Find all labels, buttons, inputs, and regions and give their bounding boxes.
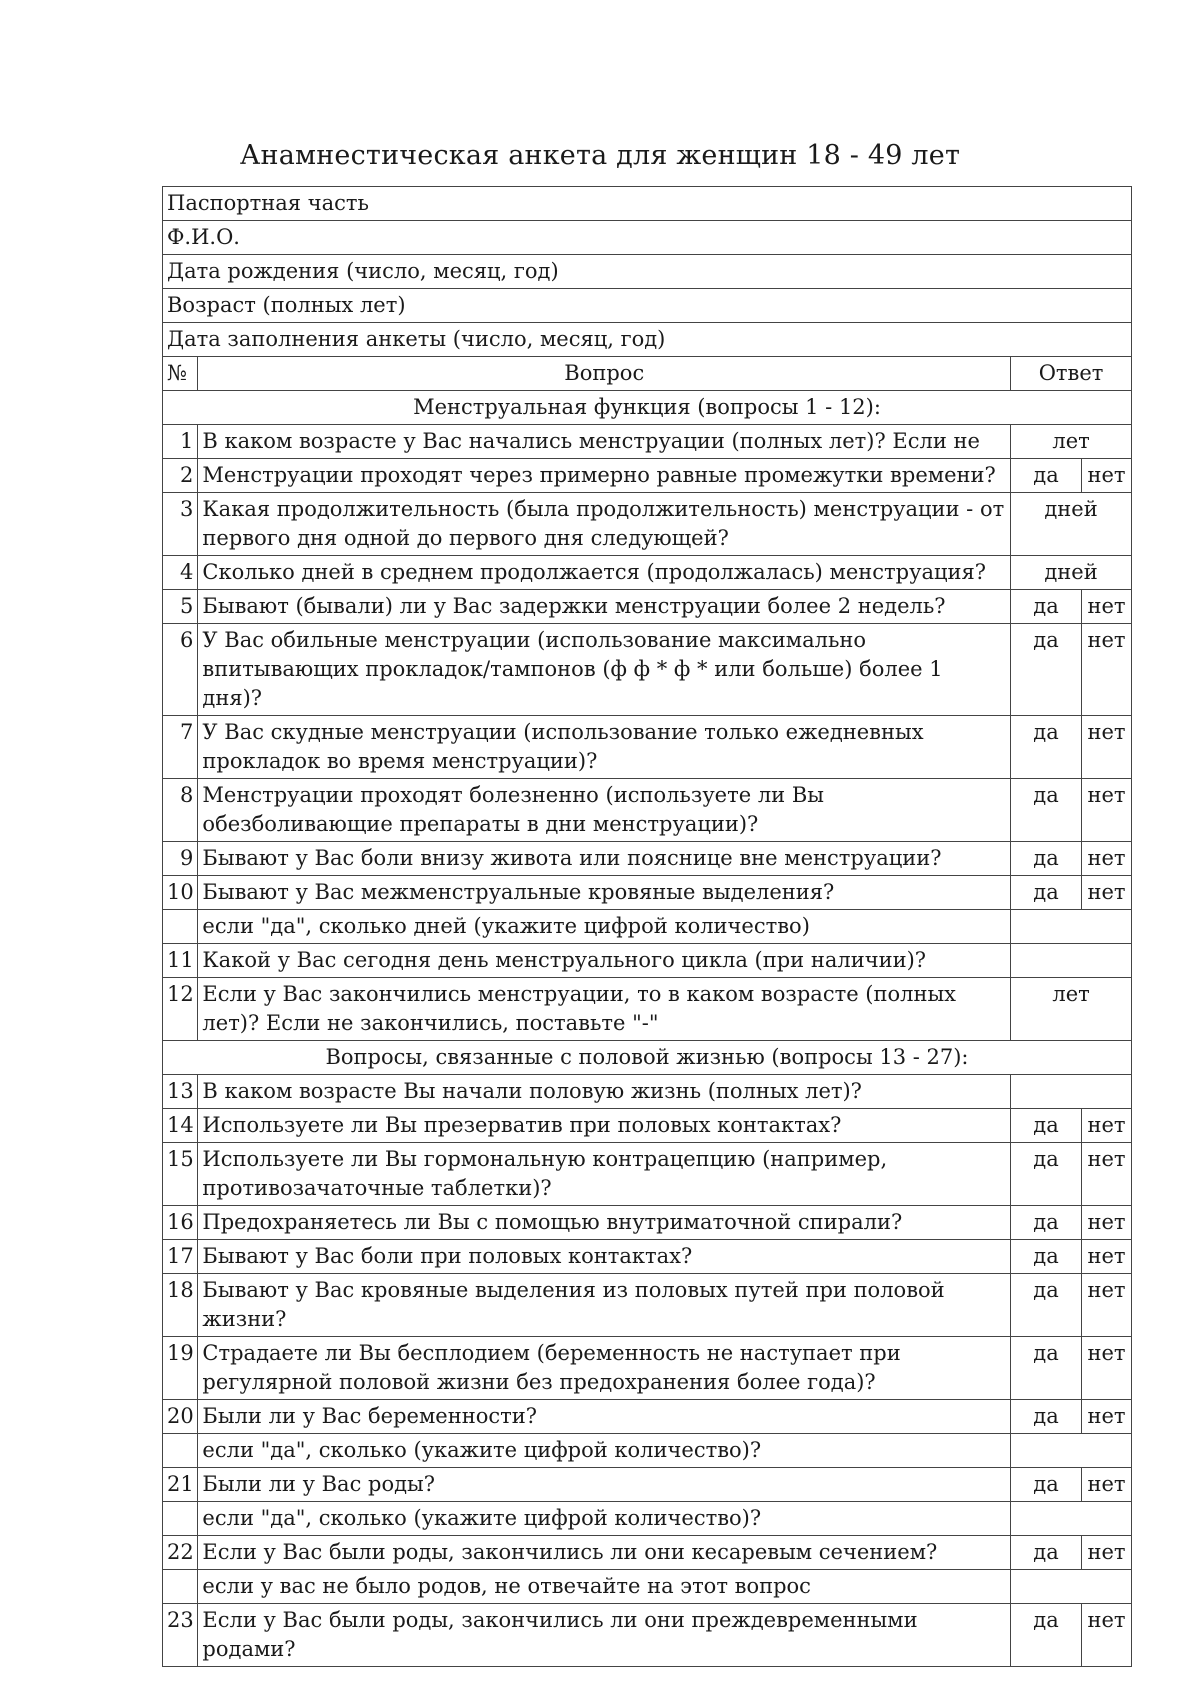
question-number: 13: [163, 1075, 198, 1109]
passport-row[interactable]: [163, 323, 1132, 357]
table-row: [163, 876, 1132, 910]
question-number-empty: [163, 1502, 198, 1536]
answer-yes[interactable]: да: [1011, 1109, 1082, 1143]
question-number: 22: [163, 1536, 198, 1570]
table-row: [163, 1570, 1132, 1604]
question-subtext: если "да", сколько дней (укажите цифрой количество): [198, 910, 1011, 944]
section-row: [163, 391, 1132, 425]
question-text: Если у Вас были роды, закончились ли они преждевременными родами?: [198, 1604, 1011, 1667]
answer-years-field[interactable]: лет: [1011, 978, 1132, 1041]
question-subtext: если "да", сколько (укажите цифрой количество)?: [198, 1434, 1011, 1468]
question-number: 5: [163, 590, 198, 624]
answer-no[interactable]: нет: [1081, 1604, 1131, 1667]
answer-no[interactable]: нет: [1081, 1274, 1131, 1337]
table-row: [163, 493, 1132, 556]
question-number: 10: [163, 876, 198, 910]
table-row: [163, 716, 1132, 779]
table-row: [163, 459, 1132, 493]
passport-row[interactable]: [163, 289, 1132, 323]
answer-yes[interactable]: да: [1011, 1400, 1082, 1434]
answer-yes[interactable]: да: [1011, 1240, 1082, 1274]
question-number: 3: [163, 493, 198, 556]
answer-yes[interactable]: да: [1011, 716, 1082, 779]
age-field[interactable]: Возраст (полных лет): [163, 289, 1132, 323]
table-row: [163, 910, 1132, 944]
answer-input[interactable]: [1011, 1570, 1132, 1604]
answer-no[interactable]: нет: [1081, 716, 1131, 779]
question-text: Если у Вас были роды, закончились ли они кесаревым сечением?: [198, 1536, 1011, 1570]
question-text: Используете ли Вы презерватив при половых контактах?: [198, 1109, 1011, 1143]
header-answer: Ответ: [1011, 357, 1132, 391]
question-text: Используете ли Вы гормональную контрацепцию (например, противозачаточные таблетки)?: [198, 1143, 1011, 1206]
answer-yes[interactable]: да: [1011, 876, 1082, 910]
answer-no[interactable]: нет: [1081, 779, 1131, 842]
question-number: 14: [163, 1109, 198, 1143]
answer-no[interactable]: нет: [1081, 1468, 1131, 1502]
table-row: [163, 1400, 1132, 1434]
table-row: [163, 1109, 1132, 1143]
question-number: 8: [163, 779, 198, 842]
question-text: Какая продолжительность (была продолжительность) менструации - от первого дня одной до первого дня следующей?: [198, 493, 1011, 556]
question-text: У Вас обильные менструации (использование максимально впитывающих прокладок/тампонов (ф ф * ф * или больше) более 1 дня)?: [198, 624, 1011, 716]
question-text: В каком возрасте Вы начали половую жизнь (полных лет)?: [198, 1075, 1011, 1109]
answer-no[interactable]: нет: [1081, 1109, 1131, 1143]
section-menstrual: Менструальная функция (вопросы 1 - 12):: [163, 391, 1132, 425]
question-number: 15: [163, 1143, 198, 1206]
question-number: 16: [163, 1206, 198, 1240]
question-number: 7: [163, 716, 198, 779]
table-row: [163, 590, 1132, 624]
question-number: 17: [163, 1240, 198, 1274]
answer-no[interactable]: нет: [1081, 624, 1131, 716]
table-row: [163, 1434, 1132, 1468]
answer-yes[interactable]: да: [1011, 624, 1082, 716]
answer-yes[interactable]: да: [1011, 1536, 1082, 1570]
answer-input[interactable]: [1011, 944, 1132, 978]
passport-label: Паспортная часть: [163, 187, 1132, 221]
question-number: 9: [163, 842, 198, 876]
answer-days-field[interactable]: дней: [1011, 493, 1132, 556]
table-row: [163, 1604, 1132, 1667]
answer-no[interactable]: нет: [1081, 842, 1131, 876]
question-text: Менструации проходят через примерно равные промежутки времени?: [198, 459, 1011, 493]
answer-input[interactable]: [1011, 1075, 1132, 1109]
table-row: [163, 1143, 1132, 1206]
answer-yes[interactable]: да: [1011, 1604, 1082, 1667]
question-number: 19: [163, 1337, 198, 1400]
answer-no[interactable]: нет: [1081, 1206, 1131, 1240]
question-text: Если у Вас закончились менструации, то в каком возрасте (полных лет)? Если не закончились, поставьте "-": [198, 978, 1011, 1041]
answer-no[interactable]: нет: [1081, 876, 1131, 910]
question-text: Сколько дней в среднем продолжается (продолжалась) менструация?: [198, 556, 1011, 590]
table-row: [163, 1502, 1132, 1536]
answer-yes[interactable]: да: [1011, 1337, 1082, 1400]
question-text: Бывают у Вас межменструальные кровяные выделения?: [198, 876, 1011, 910]
table-row: [163, 556, 1132, 590]
question-text: Страдаете ли Вы бесплодием (беременность не наступает при регулярной половой жизни без предохранения более года)?: [198, 1337, 1011, 1400]
question-number-empty: [163, 1434, 198, 1468]
question-number: 21: [163, 1468, 198, 1502]
table-row: [163, 944, 1132, 978]
table-row: [163, 779, 1132, 842]
answer-yes[interactable]: да: [1011, 779, 1082, 842]
question-text: Предохраняетесь ли Вы с помощью внутриматочной спирали?: [198, 1206, 1011, 1240]
table-row: [163, 1274, 1132, 1337]
answer-yes[interactable]: да: [1011, 1468, 1082, 1502]
answer-input[interactable]: [1011, 1434, 1132, 1468]
answer-yes[interactable]: да: [1011, 590, 1082, 624]
fio-field[interactable]: Ф.И.О.: [163, 221, 1132, 255]
passport-row[interactable]: [163, 255, 1132, 289]
question-text: Менструации проходят болезненно (используете ли Вы обезболивающие препараты в дни менструации)?: [198, 779, 1011, 842]
answer-input[interactable]: [1011, 910, 1132, 944]
passport-row[interactable]: [163, 221, 1132, 255]
question-number-empty: [163, 910, 198, 944]
table-row: [163, 1337, 1132, 1400]
section-row: [163, 1041, 1132, 1075]
question-number: 1: [163, 425, 198, 459]
question-number: 6: [163, 624, 198, 716]
question-text: В каком возрасте у Вас начались менструации (полных лет)? Если не: [198, 425, 1011, 459]
answer-yes[interactable]: да: [1011, 459, 1082, 493]
question-subtext: если "да", сколько (укажите цифрой количество)?: [198, 1502, 1011, 1536]
question-number: 18: [163, 1274, 198, 1337]
table-row: [163, 1468, 1132, 1502]
question-number: 23: [163, 1604, 198, 1667]
question-text: Какой у Вас сегодня день менструального цикла (при наличии)?: [198, 944, 1011, 978]
answer-no[interactable]: нет: [1081, 1143, 1131, 1206]
question-text: Бывают у Вас боли при половых контактах?: [198, 1240, 1011, 1274]
table-row: [163, 624, 1132, 716]
answer-no[interactable]: нет: [1081, 1337, 1131, 1400]
question-number: 12: [163, 978, 198, 1041]
table-row: [163, 978, 1132, 1041]
answer-years-field[interactable]: лет: [1011, 425, 1132, 459]
question-text: У Вас скудные менструации (использование только ежедневных прокладок во время менструации)?: [198, 716, 1011, 779]
question-text: Были ли у Вас роды?: [198, 1468, 1011, 1502]
table-row: [163, 1240, 1132, 1274]
question-subtext: если у вас не было родов, не отвечайте на этот вопрос: [198, 1570, 1011, 1604]
question-number: 4: [163, 556, 198, 590]
header-question: Вопрос: [198, 357, 1011, 391]
question-text: Были ли у Вас беременности?: [198, 1400, 1011, 1434]
question-number: 2: [163, 459, 198, 493]
table-row: [163, 1075, 1132, 1109]
fill-date-field[interactable]: Дата заполнения анкеты (число, месяц, год): [163, 323, 1132, 357]
answer-yes[interactable]: да: [1011, 842, 1082, 876]
answer-yes[interactable]: да: [1011, 1206, 1082, 1240]
answer-yes[interactable]: да: [1011, 1143, 1082, 1206]
table-row: [163, 1206, 1132, 1240]
answer-input[interactable]: [1011, 1502, 1132, 1536]
section-sexual: Вопросы, связанные с половой жизнью (вопросы 13 - 27):: [163, 1041, 1132, 1075]
answer-no[interactable]: нет: [1081, 1400, 1131, 1434]
question-text: Бывают у Вас боли внизу живота или пояснице вне менструации?: [198, 842, 1011, 876]
table-row: [163, 425, 1132, 459]
answer-no[interactable]: нет: [1081, 459, 1131, 493]
table-row: [163, 1536, 1132, 1570]
question-number-empty: [163, 1570, 198, 1604]
birthdate-field[interactable]: Дата рождения (число, месяц, год): [163, 255, 1132, 289]
passport-row[interactable]: [163, 187, 1132, 221]
question-text: Бывают у Вас кровяные выделения из половых путей при половой жизни?: [198, 1274, 1011, 1337]
answer-days-field[interactable]: дней: [1011, 556, 1132, 590]
table-header: [163, 357, 1132, 391]
header-num: №: [163, 357, 198, 391]
answer-yes[interactable]: да: [1011, 1274, 1082, 1337]
question-number: 11: [163, 944, 198, 978]
table-row: [163, 842, 1132, 876]
answer-no[interactable]: нет: [1081, 1536, 1131, 1570]
answer-no[interactable]: нет: [1081, 590, 1131, 624]
question-number: 20: [163, 1400, 198, 1434]
answer-no[interactable]: нет: [1081, 1240, 1131, 1274]
question-text: Бывают (бывали) ли у Вас задержки менструации более 2 недель?: [198, 590, 1011, 624]
page-title: Анамнестическая анкета для женщин 18 - 49 лет: [239, 140, 961, 171]
questionnaire-table: [162, 186, 1132, 1667]
